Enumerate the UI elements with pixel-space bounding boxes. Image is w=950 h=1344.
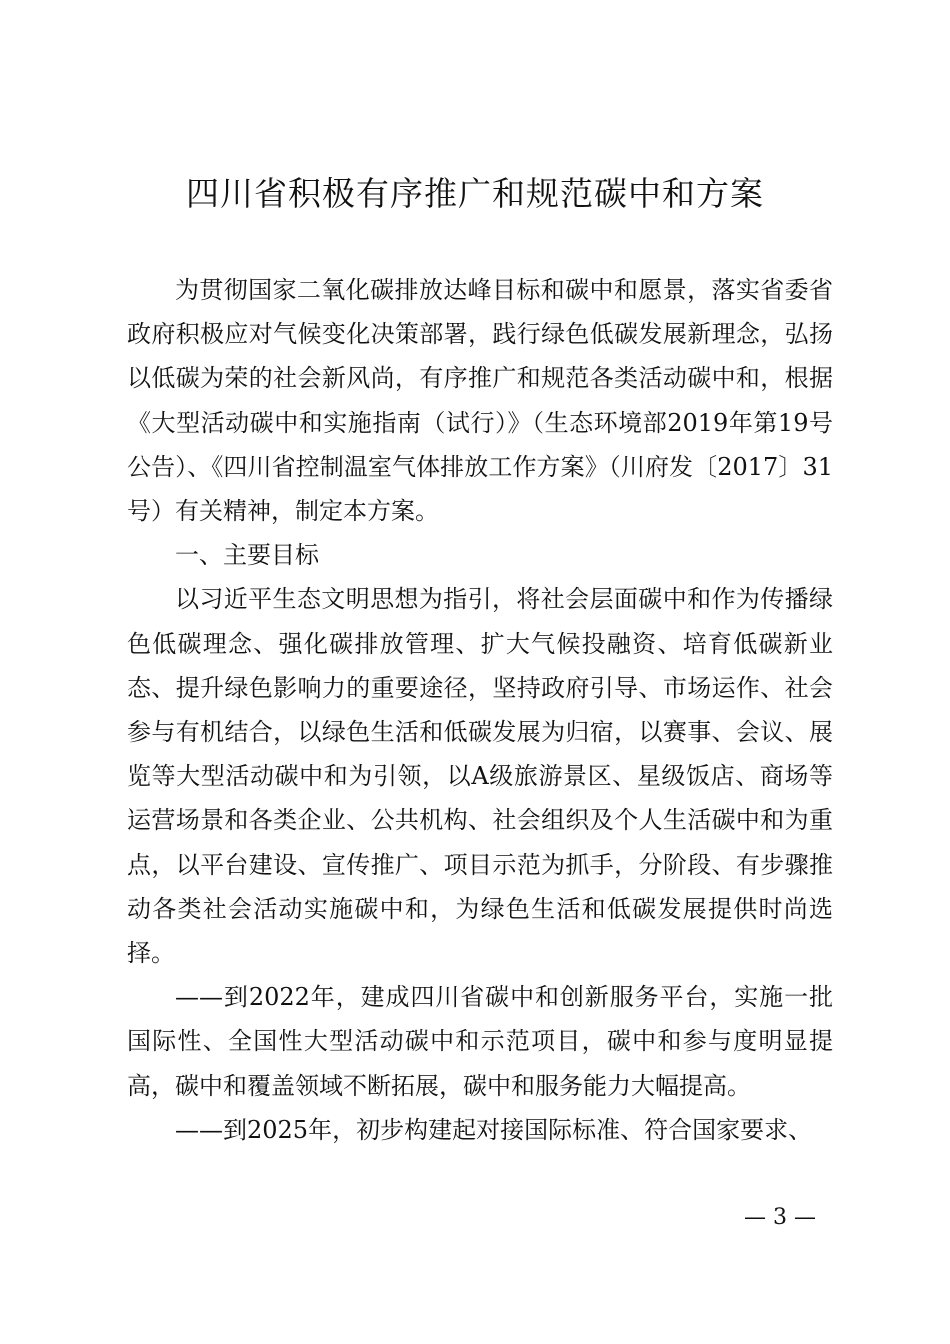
intro-paragraph: 为贯彻国家二氧化碳排放达峰目标和碳中和愿景，落实省委省政府积极应对气候变化决策部署，践行绿色低碳发展新理念，弘扬以低碳为荣的社会新风尚，有序推广和规范各类活动碳中和，根据《大型活动碳中和实施指南（试行）》（生态环境部2019年第19号公告）、《四川省控制温室气体排放工作方案》（川府发〔2017〕31号）有关精神，制定本方案。 xyxy=(127,276,833,526)
target-2025-paragraph: ——到2025年，初步构建起对接国际标准、符合国家要求、 xyxy=(175,1115,813,1144)
document-title: 四川省积极有序推广和规范碳中和方案 xyxy=(186,174,764,213)
page-number: — 3 — xyxy=(744,1205,816,1230)
target-2022-paragraph: ——到2022年，建成四川省碳中和创新服务平台，实施一批国际性、全国性大型活动碳中和示范项目，碳中和参与度明显提高，碳中和覆盖领域不断拓展，碳中和服务能力大幅提高。 xyxy=(127,983,833,1100)
document-body xyxy=(127,268,833,1152)
goals-paragraph: 以习近平生态文明思想为指引，将社会层面碳中和作为传播绿色低碳理念、强化碳排放管理、扩大气候投融资、培育低碳新业态、提升绿色影响力的重要途径，坚持政府引导、市场运作、社会参与有机结合，以绿色生活和低碳发展为归宿，以赛事、会议、展览等大型活动碳中和为引领，以A级旅游景区、星级饭店、商场等运营场景和各类企业、公共机构、社会组织及个人生活碳中和为重点，以平台建设、宣传推广、项目示范为抓手，分阶段、有步骤推动各类社会活动实施碳中和，为绿色生活和低碳发展提供时尚选择。 xyxy=(127,585,833,968)
section-heading-main-goals: 一、主要目标 xyxy=(175,541,319,570)
